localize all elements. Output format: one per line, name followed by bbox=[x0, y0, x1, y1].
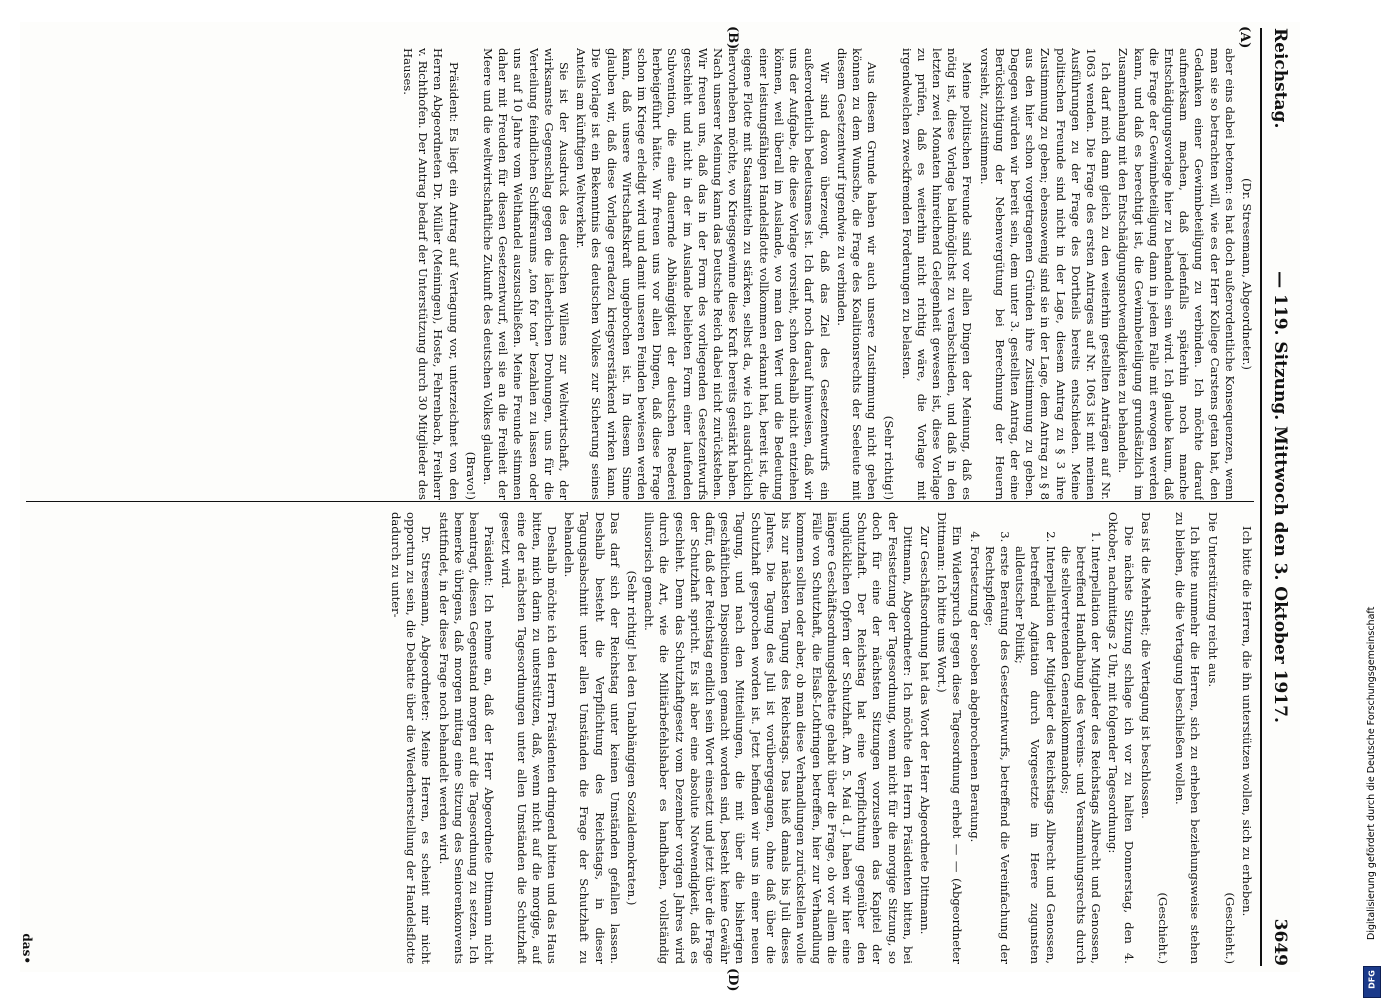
speaker-heading: (Dr. Stresemann, Abgeordneter.) bbox=[1240, 178, 1254, 370]
paragraph: Dr. Stresemann, Abgeordneter: Meine Herren, es scheint mir nicht opportun zu sein, die Debatte über die Wiederherstellung der Handelsflotte dadurch zu unter- bbox=[389, 512, 434, 964]
margin-marker-b: (B) bbox=[725, 26, 740, 50]
header-title: Reichstag. bbox=[1270, 28, 1290, 129]
paragraph: Ein Widerspruch gegen diese Tagesordnung erhebt — — (Abgeordneter Dittmann: Ich bitte ums Wort.) bbox=[935, 512, 965, 964]
paragraph: Die Unterstützung reicht aus. bbox=[1205, 512, 1220, 688]
interjection: (Sehr richtig!) bbox=[882, 415, 897, 500]
agenda-item: 1. Interpellation der Mitglieder des Reichstags Albrecht und Genossen, betreffend Handhabung des Vereins- und Versammlungsrechts durch die stellvertretenden Generalkommandos; bbox=[1058, 546, 1104, 964]
interjection: (Sehr richtig! bei den Unabhängigen Sozialdemokraten.) bbox=[625, 570, 640, 906]
paragraph: Die nächste Sitzung schlage ich vor zu halten Donnerstag, den 4. Oktober, nachmittags 2 Uhr, mit folgender Tagesordnung: bbox=[1106, 512, 1136, 964]
paragraph: Das ist die Mehrheit; die Vertagung ist beschlossen. bbox=[1138, 512, 1153, 819]
catchword: das• bbox=[20, 933, 34, 964]
column-divider bbox=[26, 501, 1254, 502]
paragraph: Das darf sich der Reichstag unter keinen Umständen gefallen lassen. Deshalb besteht die Verpflichtung des Reichstags, in dieser Tagungsabschnitt unter allen Umständen die Frage der Schutzhaft zu behandeln. bbox=[562, 512, 622, 964]
paragraph: Ich bitte die Herren, die ihn unterstützen wollen, sich zu erheben. bbox=[1240, 526, 1254, 917]
agenda-item: 2. Interpellation der Mitglieder des Reichstags Albrecht und Genossen, betreffend Agitation durch Vorgesetzte im Heere zugunsten alldeutscher Politik; bbox=[1012, 546, 1058, 964]
paragraph: Zur Geschäftsordnung hat das Wort der Herr Abgeordnete Dittmann. bbox=[917, 526, 932, 935]
page-header bbox=[1260, 28, 1296, 966]
header-session: — 119. Sitzung. Mittwoch den 3. Oktober 1917. bbox=[1270, 271, 1290, 723]
paragraph: Aus diesem Grunde haben wir auch unsere Zustimmung nicht geben können zu dem Wunsche, die Frage des Koalitionsrechts der Seeleute mit diesem Gesetzentwurf irgendwie zu verbinden. bbox=[834, 48, 880, 500]
paragraph: Dittmann, Abgeordneter: Ich möchte den Herrn Präsidenten bitten, bei der Festsetzung der Tagesordnung, wenn nicht für die morgige Sitzung, so doch für eine der nächsten Sitzungen vorzusehen das Kapitel der Schutzhaft. Der Reichstag hat eine Verpflichtung gegenüber den unglücklichen Opfern der Schutzhaft. Am 5. Mai d. J. haben wir hier eine längere Geschäftsordnungsdebatte gehabt über die Frage, ob vor allem die Fälle von Schutzhaft, die Elsaß-Lothringen betreffen, hier zur Verhandlung kommen sollten oder aber, ob man diese Verhandlungen zurückstellen wolle bis zur nächsten Tagung des Reichstags. Das hieß damals bis Juli dieses Jahres. Die Tagung des Juli ist vorübergegangen, ohne daß über die Schutzhaft gesprochen worden ist. Jetzt befinden wir uns in einer neuen Tagung, und nach den Mitteilungen, die mit über die bisherigen geschäftlichen Dispositionen gemacht worden sind, besteht keine Gewähr dafür, daß der Reichstag endlich sein Wort einsetzt und jetzt über die Frage der Schutzhaft spricht. Es ist aber eine absolute Notwendigkeit, daß es geschieht. Denn das Schutzhaftgesetz vom Dezember vorigen Jahres wird durch die Art, wie die Militärbefehlshaber es handhaben, vollständig illusorisch gemacht. bbox=[642, 512, 915, 964]
margin-marker-a: (A) bbox=[1237, 26, 1252, 49]
agenda-list bbox=[966, 530, 1103, 964]
paragraph: Ich bitte nunmehr die Herren, sich zu erheben beziehungsweise stehen zu bleiben, die die Vertagung beschließen wollen. bbox=[1173, 512, 1203, 964]
page-number: 3649 bbox=[1270, 918, 1290, 966]
agenda-item: 3. erste Beratung des Gesetzentwurfs, betreffend die Vereinfachung der Rechtspflege; bbox=[982, 546, 1012, 964]
dfg-logo bbox=[1363, 966, 1381, 998]
paragraph: Deshalb möchte ich den Herrn Präsidenten dringend bitten und das Haus bitten, mich darin zu unterstützen, daß, wenn nicht auf die morgige, auf eine der nächsten Tagesordnungen unter allen Umständen die Schutzhaft gesetzt wird. bbox=[499, 512, 560, 964]
document-page bbox=[20, 22, 1300, 992]
funding-credit: Digitalisierung gefördert durch die Deutsche Forschungsgemeinschaft bbox=[1366, 606, 1377, 940]
paragraph: Wir sind davon überzeugt, daß das Ziel des Gesetzentwurfs ein außerordentlich bedeutsames ist. Ich darf noch darauf hinweisen, daß wir uns der Aufgabe, die diese Vorlage vorsieht, schon deshalb nicht entziehen können, weil überall im Auslande, wo man den Wert und die Bedeutung einer leistungsfähigen Handelsflotte vollkommen erkannt hat, bereit ist, die eigene Flotte mit Staatsmitteln zu stärken, selbst da, wie ich ausdrücklich hervorheben möchte, wo Kriegsgewinne diese Kraft bereits gestärkt haben. Nach unserer Meinung kann das Deutsche Reich dabei nicht zurückstehen. Wir freuen uns, daß das in der Form des vorliegenden Gesetzentwurfs geschieht und nicht in der im Auslande beliebten Form einer laufenden Subvention, die eine dauernde Abhängigkeit der deutschen Reederei herbeigeführt hätte. Wir freuen uns vor allen Dingen, daß diese Frage schon im Kriege erledigt wird und damit unseren Feinden bewiesen werden kann, daß unsere Wirtschaftskraft ungebrochen ist. In diesem Sinne glauben wir, daß diese Vorlage geradezu kriegsverstärkend wirken kann. Die Vorlage ist ein Bekenntnis des deutschen Volkes zur Sicherung seines Anteils am künftigen Weltverkehr. bbox=[574, 48, 832, 500]
paragraph: aber eins dabei betonen: es hat doch außerordentliche Konsequenzen, wenn man sie so betrachten will, wie es der Herr Kollege Carstens getan hat, den Gedanken einer Gewinnbeteiligung zu verbinden. Ich möchte darauf aufmerksam machen, daß jedenfalls späterhin noch manche Entschädigungsvorlage hier zu behandeln sein wird. Ich glaube kaum, daß die Frage der Gewinnbeteiligung dann in jedem Falle mit erwogen werden kann, und daß es berechtigt ist, die Gewinnbeteiligung grundsätzlich im Zusammenhang mit den Entschädigungsnotwendigkeiten zu behandeln. bbox=[1116, 48, 1237, 500]
interjection: (Bravo!) bbox=[463, 451, 478, 500]
interjection: (Geschieht.) bbox=[1222, 892, 1237, 964]
digitization-sidebar bbox=[1360, 0, 1383, 1000]
paragraph: Ich darf mich dann gleich zu den weiterhin gestellten Anträgen auf Nr. 1063 wenden. Die Frage des ersten Antrages auf Nr. 1063 ist mit meinen Ausführungen zu der Frage des Dortheils bereits entschieden. Meine politischen Freunde sind nicht in der Lage, diesem Antrag zu § 3 ihre Zustimmung zu geben; ebensowenig sind sie in der Lage, dem Antrag zu § 8 aus den hier schon vorgetragenen Gründen ihre Zustimmung zu geben. Dagegen würden wir bereit sein, dem unter 3. gestellten Antrag, der eine Berücksichtigung der Nebenvergütung bei Berechnung der Heuern vorsieht, zuzustimmen. bbox=[977, 48, 1114, 500]
margin-marker-d: (D) bbox=[725, 968, 740, 992]
agenda-item: 4. Fortsetzung der soeben abgebrochenen Beratung. bbox=[966, 546, 981, 964]
paragraph: Meine politischen Freunde sind vor allen Dingen der Meinung, daß es nötig ist, diese Vorlage baldmöglichst zu verabschieden, und daß in den letzten zwei Monaten hinreichend Gelegenheit gewesen ist, diese Vorlage zu prüfen, daß es weiterhin nicht richtig wäre, die Vorlage mit irgendwelchen zweckfremden Forderungen zu belasten. bbox=[899, 48, 975, 500]
paragraph: Sie ist der Ausdruck des deutschen Willens zur Weltwirtschaft, der wirksamste Gegenschlag gegen die lächerlichen Drohungen, uns für die Verteilung feindlichen Schiffsraums „ton for ton“ bezahlen zu lassen oder uns auf 10 Jahre vom Welthandel auszuschließen. Meine Freunde stimmen daher mit Freuden für diesen Gesetzentwurf, weil sie an die Freiheit der Meere und die weltwirtschaftliche Zukunft des deutschen Volkes glauben. bbox=[481, 48, 572, 500]
left-column bbox=[26, 48, 1254, 500]
right-column bbox=[26, 512, 1254, 964]
paragraph: Präsident: Es liegt ein Antrag auf Vertagung vor, unterzeichnet von den Herren Abgeordneten Dr. Müller (Meiningen), Hoste, Fehrenbach, Freiherr v. Richthofen. Der Antrag bedarf der Unterstützung durch 30 Mitglieder des Hauses. bbox=[401, 48, 461, 500]
dfg-logo-text: DFG bbox=[1367, 970, 1377, 989]
interjection: (Geschieht.) bbox=[1155, 892, 1170, 964]
paragraph: Präsident: Ich nehme an, daß der Herr Abgeordnete Dittmann nicht beantragt, diesen Gegenstand morgen auf die Tagesordnung zu setzen. Ich bemerke übrigens, daß morgen mittag eine Sitzung des Seniorenkonvents stattfindet, in der diese Frage noch behandelt werden wird. bbox=[436, 512, 497, 964]
